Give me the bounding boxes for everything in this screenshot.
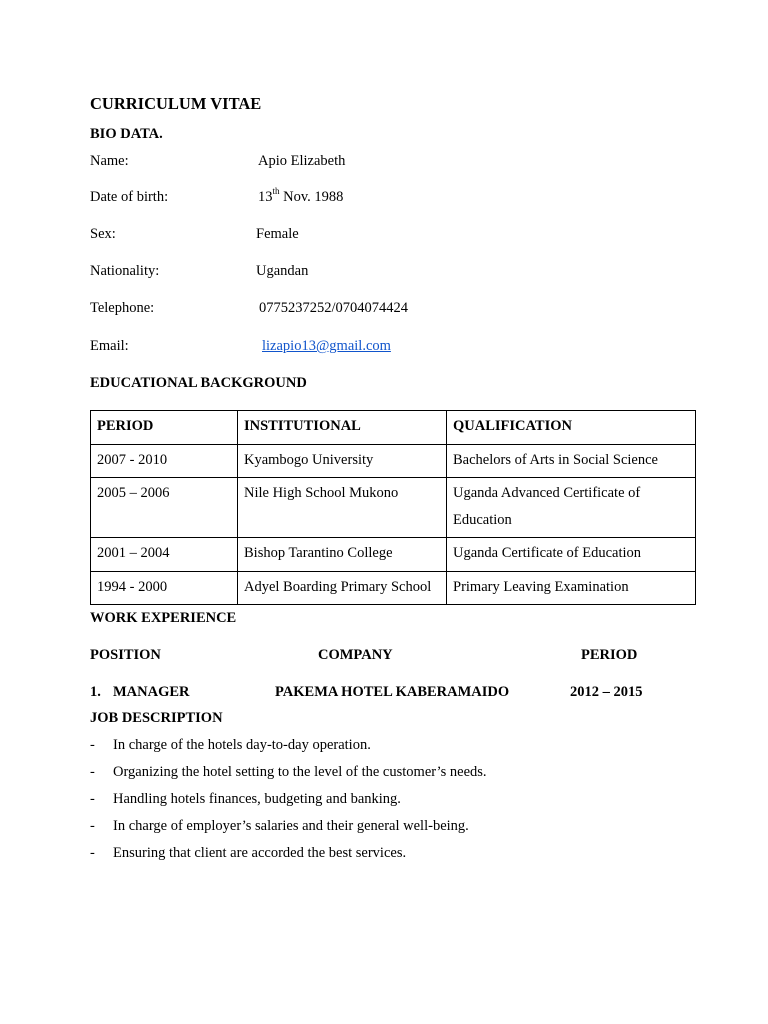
dob-label: Date of birth: [90,189,169,205]
nationality-value: Ugandan [256,263,309,279]
entry-period: 2012 – 2015 [570,684,643,700]
dob-suffix: th [272,186,280,197]
telephone-label: Telephone: [90,300,155,316]
sex-label: Sex: [90,226,116,242]
name-value: Apio Elizabeth [258,153,346,169]
job-description-heading: JOB DESCRIPTION [90,710,223,726]
list-item: Ensuring that client are accorded the best services. [113,845,407,861]
period-cell: 2005 – 2006 [91,478,238,538]
column-header-qualification: QUALIFICATION [447,411,696,445]
period-cell: 2001 – 2004 [91,538,238,572]
nationality-label: Nationality: [90,263,160,279]
bullet-dash: - [90,737,95,753]
name-label: Name: [90,153,129,169]
dob-value [258,188,343,206]
institution-cell: Nile High School Mukono [238,478,447,538]
education-table [90,410,696,605]
bullet-dash: - [90,764,95,780]
position-column-header: POSITION [90,647,161,663]
education-heading: EDUCATIONAL BACKGROUND [90,375,307,391]
sex-value: Female [256,226,299,242]
dob-day: 13 [258,189,273,205]
page-title: CURRICULUM VITAE [90,94,262,113]
column-header-period: PERIOD [91,411,238,445]
list-item: Organizing the hotel setting to the level of the customer’s needs. [113,764,487,780]
table-row [91,571,696,605]
qualification-cell: Uganda Certificate of Education [447,538,696,572]
period-column-header: PERIOD [581,647,638,663]
qualification-cell: Primary Leaving Examination [447,571,696,605]
table-row [91,444,696,478]
email-label: Email: [90,338,129,354]
period-cell: 2007 - 2010 [91,444,238,478]
entry-company: PAKEMA HOTEL KABERAMAIDO [275,684,510,700]
qualification-cell: Uganda Advanced Certificate of Education [447,478,696,538]
column-header-institutional: INSTITUTIONAL [238,411,447,445]
list-item: Handling hotels finances, budgeting and banking. [113,791,401,807]
bullet-dash: - [90,791,95,807]
institution-cell: Adyel Boarding Primary School [238,571,447,605]
list-item: In charge of employer’s salaries and their general well-being. [113,818,469,834]
table-row [91,478,696,538]
list-item: In charge of the hotels day-to-day operation. [113,737,371,753]
telephone-value: 0775237252/0704074424 [259,300,409,316]
period-cell: 1994 - 2000 [91,571,238,605]
bullet-dash: - [90,845,95,861]
table-row [91,538,696,572]
entry-position: MANAGER [113,684,190,700]
entry-number: 1. [90,684,101,700]
work-experience-heading: WORK EXPERIENCE [90,610,237,626]
company-column-header: COMPANY [318,647,393,663]
email-link[interactable]: lizapio13@gmail.com [262,338,391,354]
dob-rest: Nov. 1988 [283,189,344,205]
bullet-dash: - [90,818,95,834]
bio-heading: BIO DATA. [90,126,163,142]
institution-cell: Bishop Tarantino College [238,538,447,572]
table-header-row [91,411,696,445]
qualification-cell: Bachelors of Arts in Social Science [447,444,696,478]
institution-cell: Kyambogo University [238,444,447,478]
